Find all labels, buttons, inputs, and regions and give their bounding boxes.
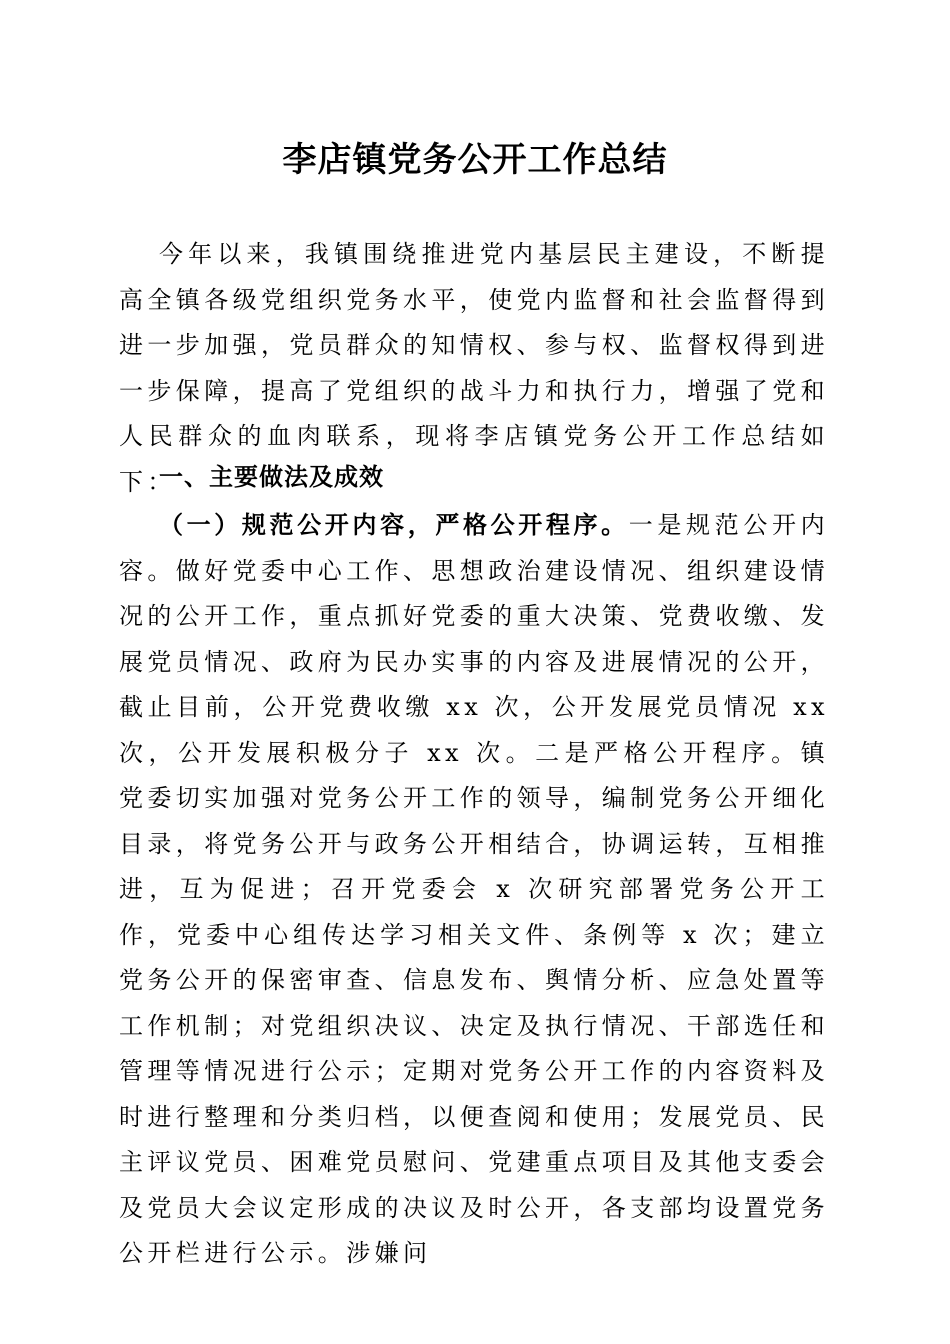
subsection-paragraph (119, 503, 829, 1277)
subsection-text: 一是规范公开内容。做好党委中心工作、思想政治建设情况、组织建设情况的公开工作，重点抓好党委的重大决策、党费收缴、发展党员情况、政府为民办实事的内容及进展情况的公开，截止目前，公开党费收缴 xx 次，公开发展党员情况 xx 次，公开发展积极分子 xx 次。二是严格公开程序。镇党委切实加强对党务公开工作的领导，编制党务公开细化目录，将党务公开与政务公开相结合，协调运转，互相推进，互为促进；召开党委会 x 次研究部署党务公开工作，党委中心组传达学习相关文件、条例等 x 次；建立党务公开的保密审查、信息发布、舆情分析、应急处置等工作机制；对党组织决议、决定及执行情况、干部选任和管理等情况进行公示；定期对党务公开工作的内容资料及时进行整理和分类归档，以便查阅和使用；发展党员、民主评议党员、困难党员慰问、党建重点项目及其他支委会及党员大会议定形成的决议及时公开，各支部均设置党务公开栏进行公示。涉嫌问 (119, 511, 829, 1267)
intro-paragraph: 今年以来，我镇围绕推进党内基层民主建设，不断提高全镇各级党组织党务水平，使党内监督和社会监督得到进一步加强，党员群众的知情权、参与权、监督权得到进一步保障，提高了党组织的战斗力和执行力，增强了党和人民群众的血肉联系，现将李店镇党务公开工作总结如下： (119, 240, 829, 496)
section-heading: 一、主要做法及成效 (159, 463, 384, 491)
subsection-lead: （一）规范公开内容，严格公开程序。 (159, 511, 629, 539)
document-title: 李店镇党务公开工作总结 (282, 140, 668, 180)
